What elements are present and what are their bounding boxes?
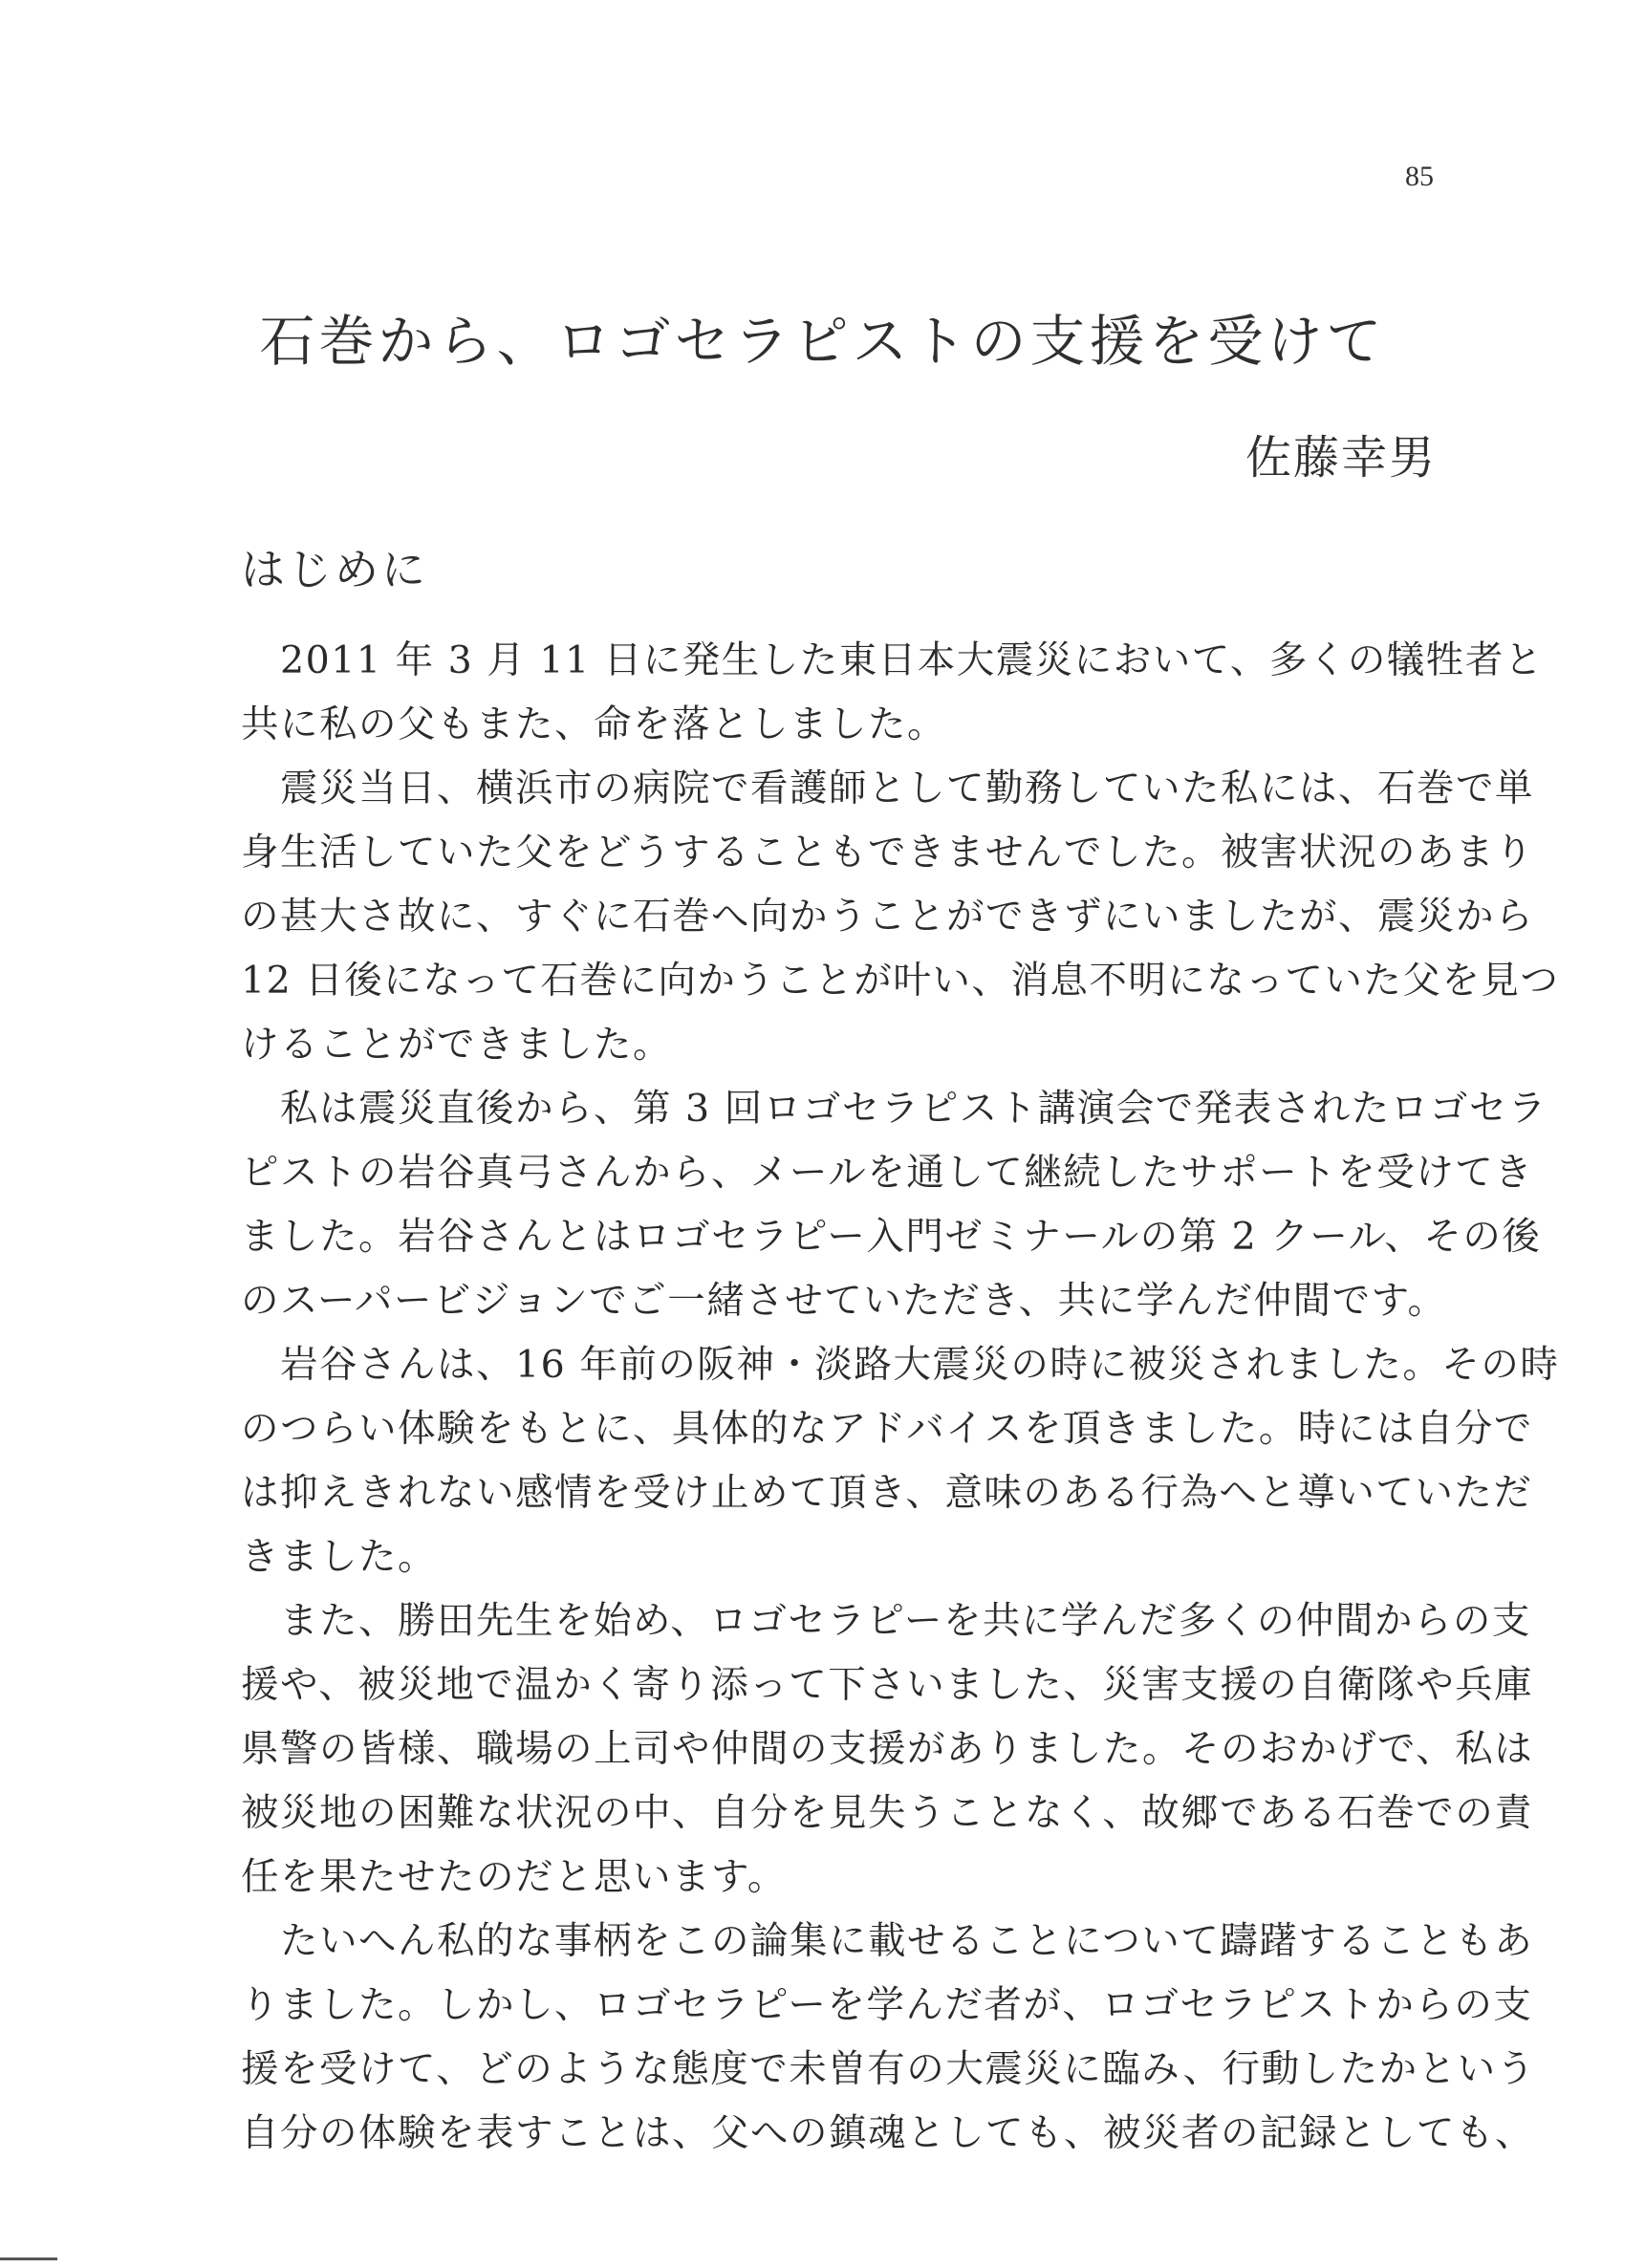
text-line: 援や、被災地で温かく寄り添って下さいました、災害支援の自衛隊や兵庫 (241, 1663, 1534, 1707)
text-line: ました。岩谷さんとはロゴセラピー入門ゼミナールの第 2 クール、その後 (241, 1215, 1542, 1259)
page-number: 85 (1405, 161, 1434, 192)
text-line: 12 日後になって石巻に向かうことが叶い、消息不明になっていた父を見つ (241, 959, 1560, 1003)
text-line: 私は震災直後から、第 3 回ロゴセラピスト講演会で発表されたロゴセラ (241, 1087, 1548, 1131)
text-line: 共に私の父もまた、命を落としました。 (241, 702, 946, 746)
text-line: のつらい体験をもとに、具体的なアドバイスを頂きました。時には自分で (241, 1407, 1533, 1451)
text-line: りました。しかし、ロゴセラピーを学んだ者が、ロゴセラピストからの支 (241, 1983, 1533, 2027)
text-line: また、勝田先生を始め、ロゴセラピーを共に学んだ多くの仲間からの支 (241, 1599, 1531, 1643)
text-line: 県警の皆様、職場の上司や仲間の支援がありました。そのおかげで、私は (241, 1727, 1534, 1771)
text-line: けることができました。 (241, 1023, 672, 1067)
text-line: たいへん私的な事柄をこの論集に載せることについて躊躇することもあ (241, 1919, 1534, 1963)
text-line: は抑えきれない感情を受け止めて頂き、意味のある行為へと導いていただ (241, 1471, 1533, 1515)
text-line: 被災地の困難な状況の中、自分を見失うことなく、故郷である石巻での責 (241, 1791, 1534, 1835)
scan-edge-mark (0, 2257, 57, 2260)
text-line: のスーパービジョンでご一緒させていただき、共に学んだ仲間です。 (241, 1279, 1447, 1323)
text-line: 身生活していた父をどうすることもできませんでした。被害状況のあまり (241, 831, 1534, 875)
text-line: 援を受けて、どのような態度で未曽有の大震災に臨み、行動したかという (241, 2047, 1536, 2091)
text-line: 任を果たせたのだと思います。 (241, 1855, 787, 1899)
text-line: きました。 (241, 1535, 437, 1579)
text-line: 自分の体験を表すことは、父への鎮魂としても、被災者の記録としても、 (241, 2111, 1534, 2155)
text-line: 震災当日、横浜市の病院で看護師として勤務していた私には、石巻で単 (241, 767, 1534, 810)
article-title: 石巻から、ロゴセラピストの支援を受けて (259, 309, 1386, 374)
text-line: 2011 年 3 月 11 日に発生した東日本大震災において、多くの犠牲者と (241, 638, 1544, 682)
text-line: 岩谷さんは、16 年前の阪神・淡路大震災の時に被災されました。その時 (241, 1343, 1560, 1387)
text-line: の甚大さ故に、すぐに石巻へ向かうことができずにいましたが、震災から (241, 895, 1534, 939)
text-line: ピストの岩谷真弓さんから、メールを通して継続したサポートを受けてき (241, 1151, 1534, 1195)
author-name: 佐藤幸男 (1245, 431, 1437, 485)
section-heading: はじめに (241, 544, 428, 595)
